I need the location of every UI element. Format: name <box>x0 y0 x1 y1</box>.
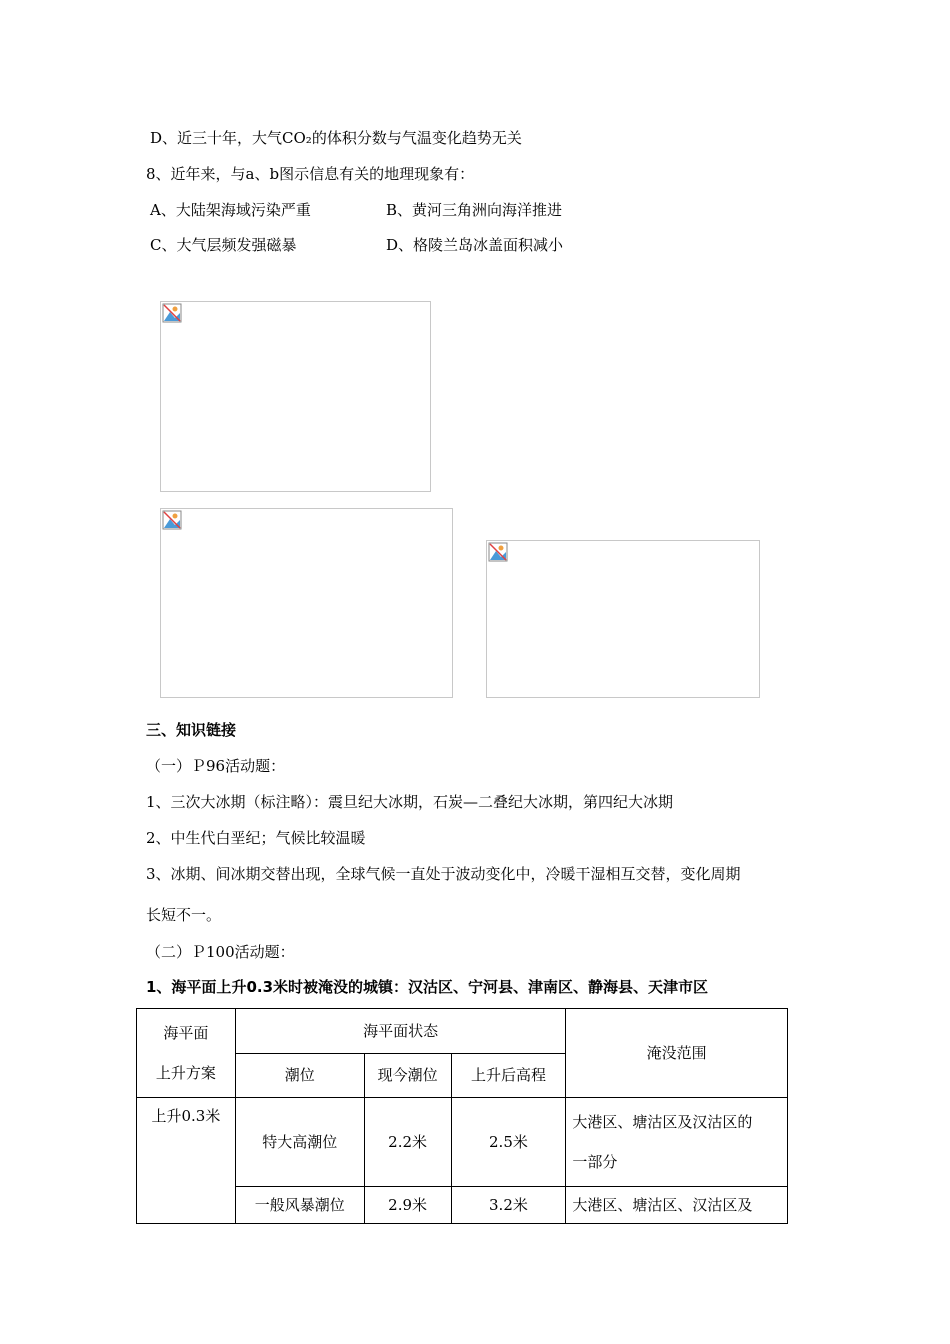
row-range-line2: 一部分 <box>572 1153 618 1171</box>
q8-option-d: D、格陵兰岛冰盖面积减小 <box>386 236 564 254</box>
figure-b-image <box>160 508 453 698</box>
header-scheme-cell <box>137 1009 236 1098</box>
q8-stem: 8、近年来，与a、b图示信息有关的地理现象有： <box>146 165 475 183</box>
row-tide-cell: 特大高潮位 <box>235 1098 364 1187</box>
section3-heading: 三、知识链接 <box>146 721 237 739</box>
figure-a-image <box>160 301 431 492</box>
header-scheme-line1: 海平面 <box>163 1024 209 1042</box>
broken-image-icon <box>162 303 182 323</box>
table-header-row <box>137 1009 788 1054</box>
row-range-cell: 大港区、塘沽区、汉沽区及 <box>566 1187 788 1224</box>
sea-level-table <box>136 1008 788 1224</box>
q7-option-d: D、近三十年，大气CO₂的体积分数与气温变化趋势无关 <box>150 129 522 147</box>
part2-item1: 1、海平面上升0.3米时被淹没的城镇：汉沽区、宁河县、津南区、静海县、天津市区 <box>146 978 709 996</box>
q8-option-b: B、黄河三角洲向海洋推进 <box>386 201 563 219</box>
q8-option-c: C、大气层频发强磁暴 <box>150 236 297 254</box>
subheader-current: 现今潮位 <box>364 1053 451 1098</box>
header-state-cell: 海平面状态 <box>235 1009 566 1054</box>
header-range-cell: 淹没范围 <box>566 1009 788 1098</box>
table-row <box>137 1098 788 1187</box>
subheader-tide: 潮位 <box>235 1053 364 1098</box>
part2-title: （二）Ｐ100活动题： <box>146 943 295 961</box>
q8-option-a: A、大陆架海域污染严重 <box>150 201 311 219</box>
part1-item3-line2: 长短不一。 <box>146 906 222 924</box>
broken-image-icon <box>162 510 182 530</box>
part1-item1: 1、三次大冰期（标注略）：震旦纪大冰期，石炭—二叠纪大冰期，第四纪大冰期 <box>146 793 674 811</box>
row-scheme-cell: 上升0.3米 <box>137 1098 236 1224</box>
broken-image-icon <box>488 542 508 562</box>
row-range-line1: 大港区、塘沽区及汉沽区的 <box>572 1113 753 1131</box>
row-range-cell <box>566 1098 788 1187</box>
row-current-cell: 2.9米 <box>364 1187 451 1224</box>
part1-title: （一）Ｐ96活动题： <box>146 757 286 775</box>
subheader-after: 上升后高程 <box>451 1053 566 1098</box>
row-after-cell: 2.5米 <box>451 1098 566 1187</box>
row-after-cell: 3.2米 <box>451 1187 566 1224</box>
part1-item3-line1: 3、冰期、间冰期交替出现，全球气候一直处于波动变化中，冷暖干湿相互交替，变化周期 <box>146 865 741 883</box>
row-current-cell: 2.2米 <box>364 1098 451 1187</box>
row-tide-cell: 一般风暴潮位 <box>235 1187 364 1224</box>
figure-c-image <box>486 540 760 698</box>
header-scheme-line2: 上升方案 <box>155 1064 216 1082</box>
part1-item2: 2、中生代白垩纪；气候比较温暖 <box>146 829 366 847</box>
